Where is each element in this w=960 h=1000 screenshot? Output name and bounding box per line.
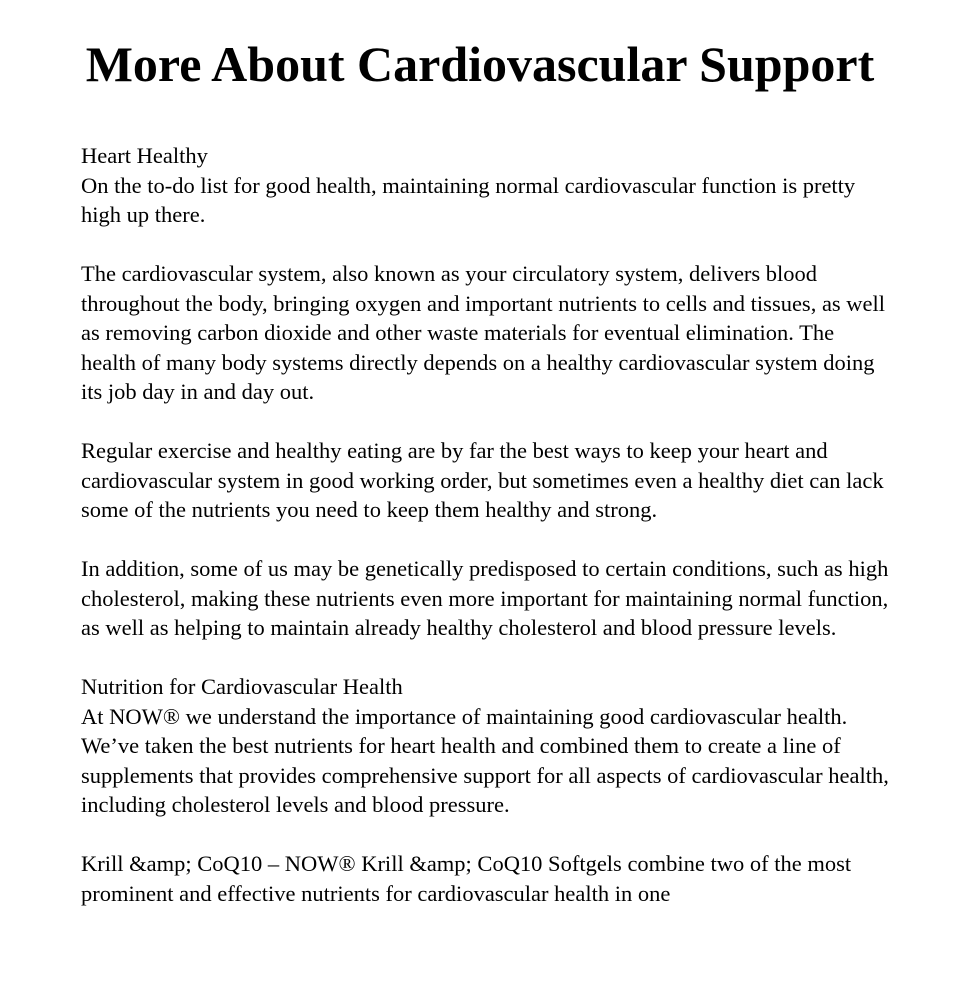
paragraph: In addition, some of us may be genetically predisposed to certain conditions, such as high cholesterol, making these nutrients even more important for maintaining normal function, as well as helping to maintain already healthy cholesterol and blood pressure levels. [81, 556, 889, 640]
article-body [81, 141, 893, 938]
paragraph-block [81, 849, 893, 908]
section-heart-healthy [81, 141, 893, 230]
paragraph-block [81, 554, 893, 643]
paragraph: On the to-do list for good health, maintaining normal cardiovascular function is pretty high up there. [81, 172, 856, 227]
section-nutrition [81, 672, 893, 820]
paragraph: At NOW® we understand the importance of maintaining good cardiovascular health. We’ve taken the best nutrients for heart health and combined them to create a line of supplements that provides comprehensive support for all aspects of cardiovascular health, including cholesterol levels and blood pressure. [81, 703, 889, 817]
paragraph-block [81, 259, 893, 407]
paragraph: Regular exercise and healthy eating are by far the best ways to keep your heart and cardiovascular system in good working order, but sometimes even a healthy diet can lack some of the nutrients you need to keep them healthy and strong. [81, 438, 884, 522]
page-title: More About Cardiovascular Support [85, 36, 875, 92]
paragraph-block [81, 436, 893, 525]
paragraph: Krill &amp; CoQ10 – NOW® Krill &amp; CoQ10 Softgels combine two of the most prominent and effective nutrients for cardiovascular health in one [81, 851, 852, 906]
paragraph: The cardiovascular system, also known as your circulatory system, delivers blood throughout the body, bringing oxygen and important nutrients to cells and tissues, as well as removing carbon dioxide and other waste materials for eventual elimination. The health of many body systems directly depends on a healthy cardiovascular system doing its job day in and day out. [81, 261, 886, 404]
section-heading: Nutrition for Cardiovascular Health [81, 674, 403, 699]
section-heading: Heart Healthy [81, 143, 208, 168]
